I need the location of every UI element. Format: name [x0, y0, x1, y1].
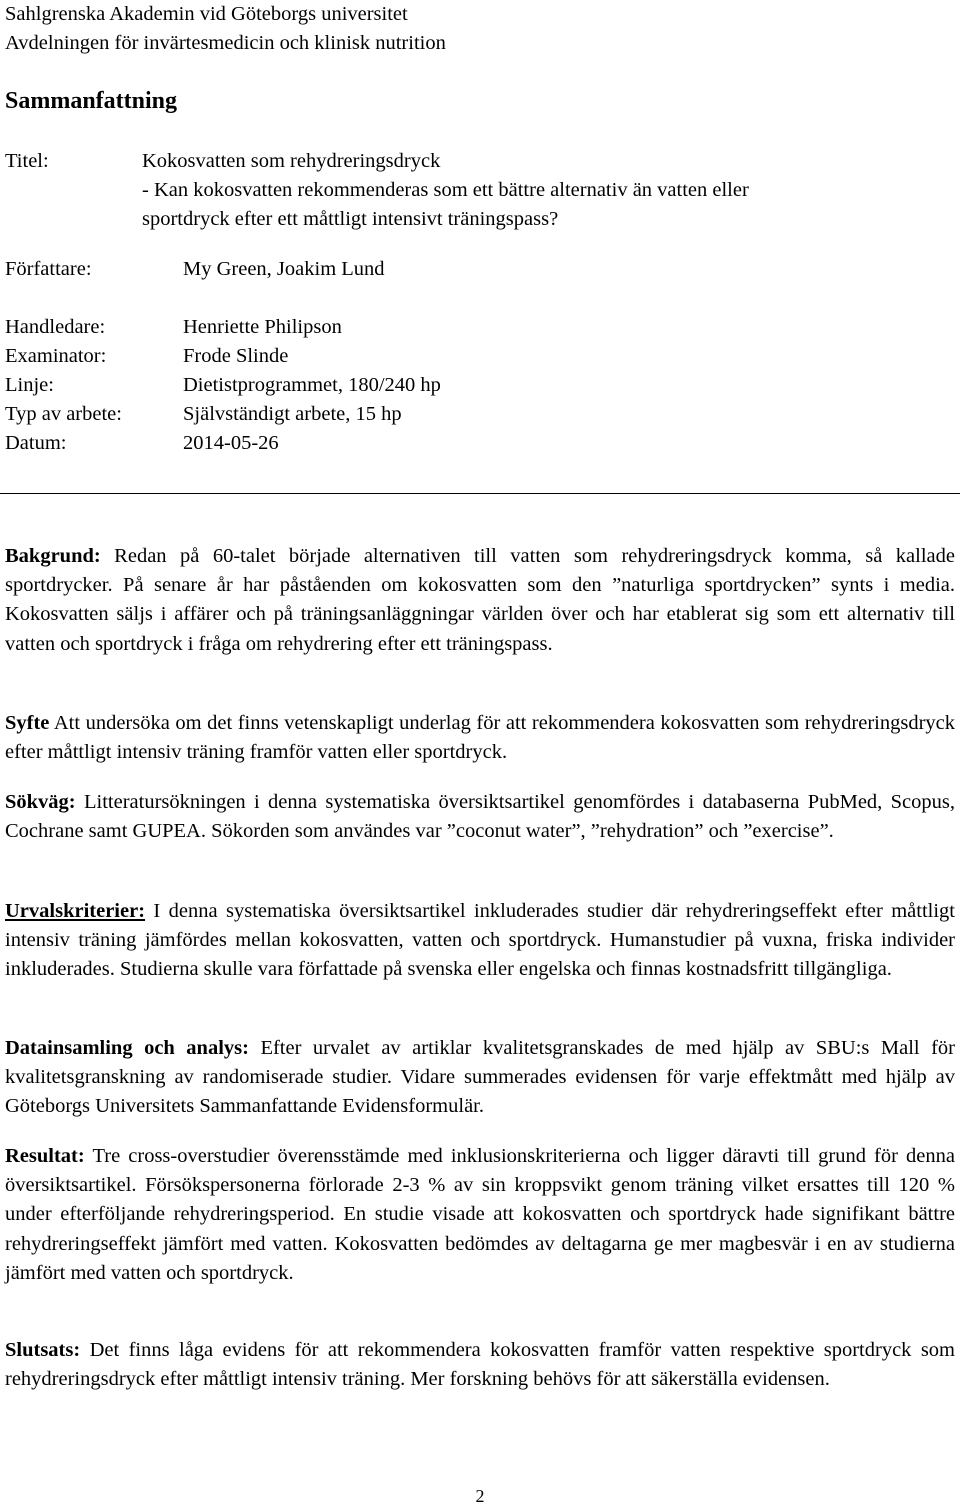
- page-title: Sammanfattning: [5, 88, 178, 114]
- title-line-2: - Kan kokosvatten rekommenderas som ett bättre alternativ än vatten eller: [142, 179, 749, 201]
- aim-label: Syfte: [5, 712, 50, 734]
- examiner-value: Frode Slinde: [183, 345, 289, 367]
- page-number: 2: [475, 1486, 485, 1506]
- work-type-label: Typ av arbete:: [5, 403, 122, 425]
- results-label: Resultat:: [5, 1145, 85, 1167]
- section-aim: [5, 709, 955, 767]
- section-criteria: [5, 897, 955, 985]
- authors-value: My Green, Joakim Lund: [183, 258, 385, 280]
- program-label: Linje:: [5, 374, 54, 396]
- results-text: Tre cross-overstudier överensstämde med inklusionskriterierna och ligger däravti till grund för denna översiktsartikel. Försökspersonerna förlorade 2-3 % av sin kroppsvikt genom träning vilket ersattes till 120 % under efterföljande rehydreringsperiod. En studie visade att kokosvatten och sportdryck hade signifikant bättre rehydreringseffekt jämfört med vatten. Kokosvatten bedömdes av deltagarna ge mer magbesvär i en av studierna jämfört med vatten och sportdryck.: [5, 1145, 955, 1284]
- date-label: Datum:: [5, 432, 67, 454]
- title-line-1: Kokosvatten som rehydreringsdryck: [142, 150, 441, 172]
- section-results: [5, 1142, 955, 1288]
- search-label: Sökväg:: [5, 791, 76, 813]
- criteria-text: I denna systematiska översiktsartikel inkluderades studier där rehydreringseffekt efter måttligt intensiv träning jämfördes mellan kokosvatten, vatten och sportdryck. Humanstudier på vuxna, friska individer inkluderades. Studierna skulle vara författade på svenska eller engelska och finnas kostnadsfritt tillgängliga.: [5, 900, 955, 981]
- aim-text: Att undersöka om det finns vetenskapligt underlag för att rekommendera kokosvatten som rehydreringsdryck efter måttligt intensiv träning framför vatten eller sportdryck.: [5, 712, 955, 764]
- section-search: [5, 788, 955, 846]
- authors-label: Författare:: [5, 258, 92, 280]
- conclusion-label: Slutsats:: [5, 1339, 81, 1361]
- data-collection-text: Efter urvalet av artiklar kvalitetsgranskades de med hjälp av SBU:s Mall för kvalitetsgranskning av randomiserade studier. Vidare summerades evidensen för varje effektmått med hjälp av Göteborgs Universitets Sammanfattande Evidensformulär.: [5, 1037, 955, 1118]
- conclusion-text: Det finns låga evidens för att rekommendera kokosvatten framför vatten respektive sportdryck som rehydreringsdryck efter måttligt intensiv träning. Mer forskning behövs för att säkerställa evidensen.: [5, 1339, 955, 1391]
- section-data-collection: [5, 1034, 955, 1122]
- supervisor-label: Handledare:: [5, 316, 106, 338]
- program-value: Dietistprogrammet, 180/240 hp: [183, 374, 441, 396]
- criteria-label: Urvalskriterier:: [5, 900, 146, 922]
- background-label: Bakgrund:: [5, 545, 101, 567]
- date-value: 2014-05-26: [183, 432, 279, 454]
- department-name: Avdelningen för invärtesmedicin och klinisk nutrition: [5, 32, 446, 54]
- examiner-label: Examinator:: [5, 345, 107, 367]
- background-text: Redan på 60-talet började alternativen till vatten som rehydreringsdryck komma, så kallade sportdrycker. På senare år har påståenden om kokosvatten som den ”naturliga sportdrycken” synts i media. Kokosvatten säljs i affärer och på träningsanläggningar världen över och har etablerat sig som ett alternativ till vatten och sportdryck i fråga om rehydrering efter ett träningspass.: [5, 545, 955, 655]
- section-divider: [0, 493, 960, 494]
- search-text: Litteratursökningen i denna systematiska översiktsartikel genomfördes i databaserna PubMed, Scopus, Cochrane samt GUPEA. Sökorden som användes var ”coconut water”, ”rehydration” och ”exercise”.: [5, 791, 955, 843]
- title-line-3: sportdryck efter ett måttligt intensivt träningspass?: [142, 208, 559, 230]
- section-conclusion: [5, 1336, 955, 1394]
- title-label: Titel:: [5, 150, 49, 172]
- supervisor-value: Henriette Philipson: [183, 316, 342, 338]
- section-background: [5, 542, 955, 659]
- university-name: Sahlgrenska Akademin vid Göteborgs universitet: [5, 3, 408, 25]
- data-collection-label: Datainsamling och analys:: [5, 1037, 249, 1059]
- work-type-value: Självständigt arbete, 15 hp: [183, 403, 402, 425]
